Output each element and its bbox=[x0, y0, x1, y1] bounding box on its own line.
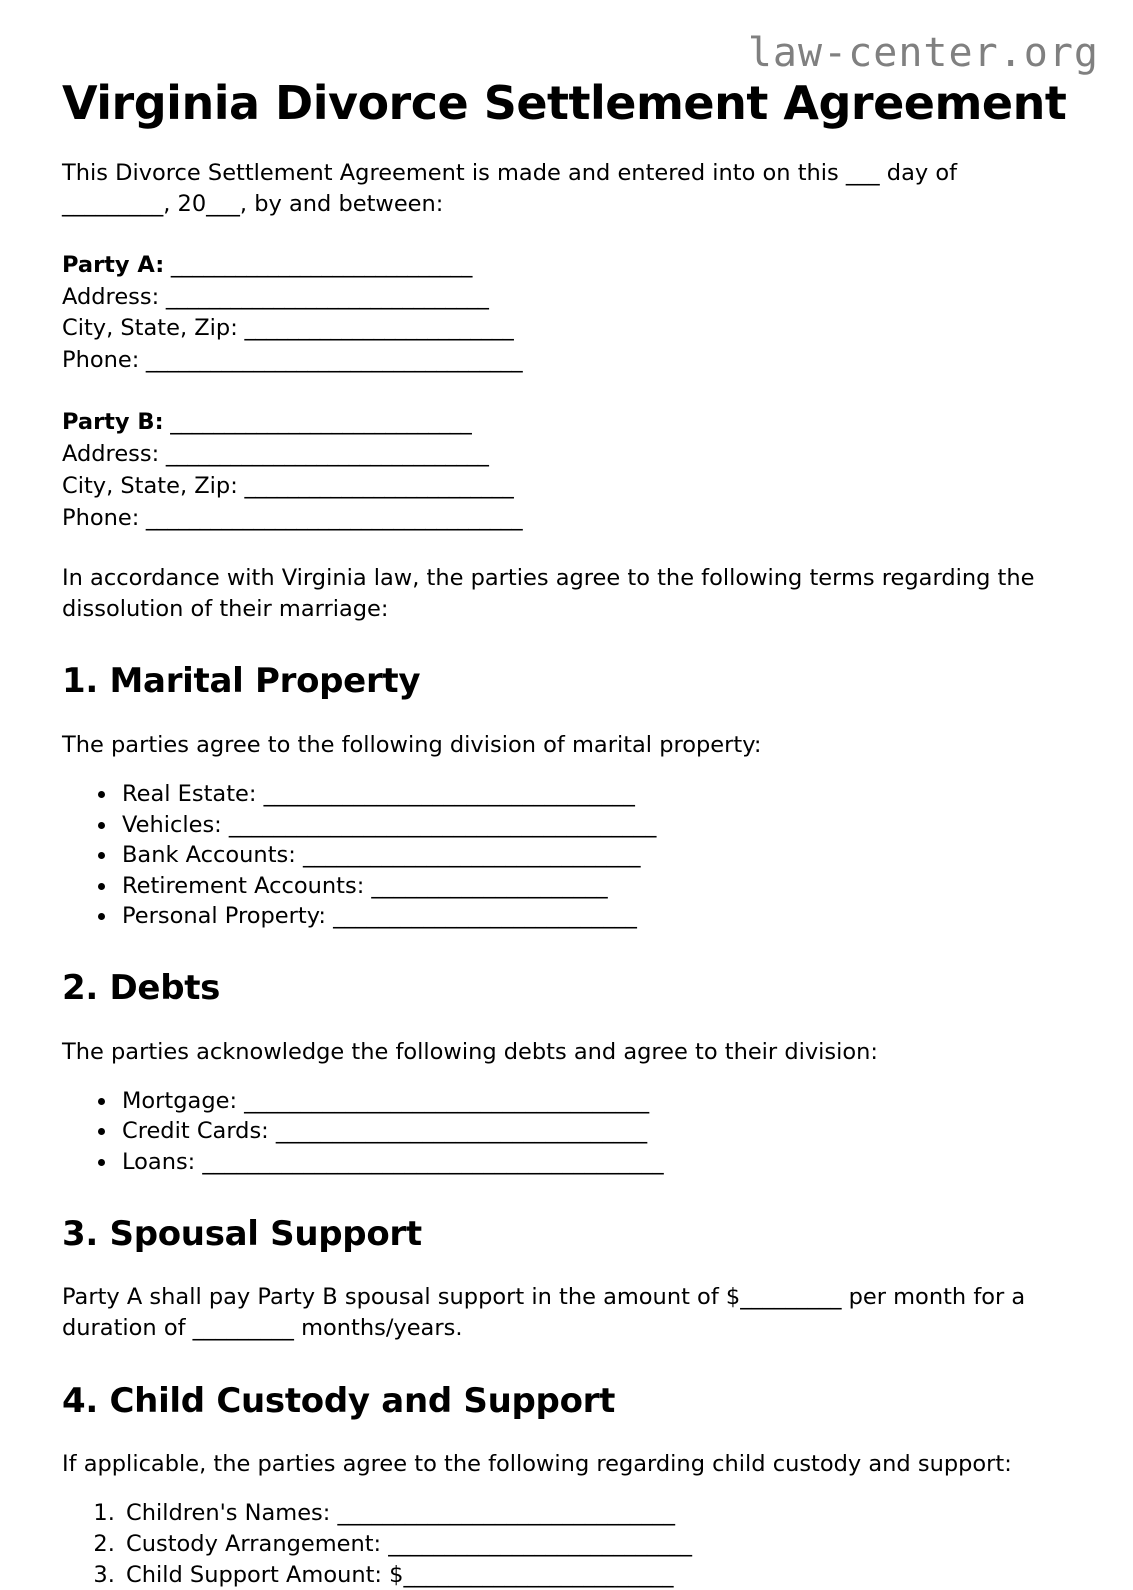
party-b-phone-blank[interactable]: ___________________________________ bbox=[139, 505, 523, 532]
party-b-phone-label: Phone: bbox=[62, 505, 140, 532]
party-a-citystatezip-row bbox=[62, 313, 1072, 345]
party-a-phone-label: Phone: bbox=[62, 347, 140, 374]
section-body-spousal-support: Party A shall pay Party B spousal support in the amount of $_________ per month for a duration of _________ months/years. bbox=[62, 1284, 1026, 1342]
party-a-citystatezip-blank[interactable]: _________________________ bbox=[237, 315, 514, 342]
party-b-citystatezip-blank[interactable]: _________________________ bbox=[237, 473, 514, 500]
section-heading-debts: 2. Debts bbox=[62, 968, 221, 1009]
list-item[interactable]: • Personal Property: ___________________________ bbox=[118, 901, 1072, 932]
child-custody-list bbox=[62, 1498, 1072, 1590]
party-a-address-row bbox=[62, 282, 1072, 314]
party-a-address-blank[interactable]: ______________________________ bbox=[159, 283, 489, 310]
party-b-label: Party B: bbox=[62, 409, 164, 436]
list-item[interactable]: 2. Custody Arrangement: ___________________________ bbox=[122, 1529, 1072, 1560]
list-item[interactable]: 3. Child Support Amount: $________________________ bbox=[122, 1560, 1072, 1590]
party-a-phone-blank[interactable]: ___________________________________ bbox=[139, 347, 523, 374]
party-b-block bbox=[62, 407, 1072, 535]
party-b-citystatezip-row bbox=[62, 471, 1072, 503]
list-item[interactable]: • Loans: _________________________________________ bbox=[118, 1147, 1072, 1178]
list-item[interactable]: • Mortgage: ____________________________________ bbox=[118, 1086, 1072, 1117]
section-intro-child-custody: If applicable, the parties agree to the following regarding child custody and support: bbox=[62, 1451, 1012, 1478]
accordance-paragraph: In accordance with Virginia law, the parties agree to the following terms regarding the dissolution of their marriage: bbox=[62, 565, 1035, 623]
party-b-name-blank[interactable]: ____________________________ bbox=[163, 409, 472, 436]
section-heading-child-custody: 4. Child Custody and Support bbox=[62, 1380, 616, 1421]
debts-list bbox=[62, 1086, 1072, 1178]
section-intro-debts: The parties acknowledge the following debts and agree to their division: bbox=[62, 1038, 879, 1065]
party-a-block bbox=[62, 250, 1072, 378]
party-b-name-row bbox=[62, 407, 1072, 439]
party-b-address-blank[interactable]: ______________________________ bbox=[159, 441, 489, 468]
party-b-phone-row bbox=[62, 503, 1072, 535]
site-watermark: law-center.org bbox=[747, 30, 1099, 76]
section-heading-spousal-support: 3. Spousal Support bbox=[62, 1213, 422, 1254]
page-title: Virginia Divorce Settlement Agreement bbox=[62, 76, 1067, 130]
list-item[interactable]: • Real Estate: _________________________________ bbox=[118, 779, 1072, 810]
party-a-name-blank[interactable]: ____________________________ bbox=[164, 251, 472, 278]
intro-paragraph: This Divorce Settlement Agreement is made and entered into on this ___ day of _________, 20___, by and between: bbox=[62, 159, 958, 217]
party-a-label: Party A: bbox=[62, 251, 165, 278]
list-item[interactable]: • Vehicles: ______________________________________ bbox=[118, 810, 1072, 841]
list-item[interactable]: • Credit Cards: _________________________________ bbox=[118, 1116, 1072, 1147]
document-body bbox=[62, 0, 1072, 1590]
list-item[interactable]: 1. Children's Names: ______________________________ bbox=[122, 1498, 1072, 1529]
party-a-name-row bbox=[62, 250, 1072, 282]
list-item[interactable]: • Bank Accounts: ______________________________ bbox=[118, 840, 1072, 871]
party-a-phone-row bbox=[62, 345, 1072, 377]
marital-property-list bbox=[62, 779, 1072, 932]
section-heading-marital-property: 1. Marital Property bbox=[62, 661, 421, 702]
section-intro-marital-property: The parties agree to the following division of marital property: bbox=[62, 732, 762, 758]
party-b-address-label: Address: bbox=[62, 441, 160, 468]
list-item[interactable]: • Retirement Accounts: _____________________ bbox=[118, 871, 1072, 902]
party-b-citystatezip-label: City, State, Zip: bbox=[62, 473, 238, 500]
party-a-citystatezip-label: City, State, Zip: bbox=[62, 315, 238, 342]
party-b-address-row bbox=[62, 439, 1072, 471]
party-a-address-label: Address: bbox=[62, 283, 160, 310]
